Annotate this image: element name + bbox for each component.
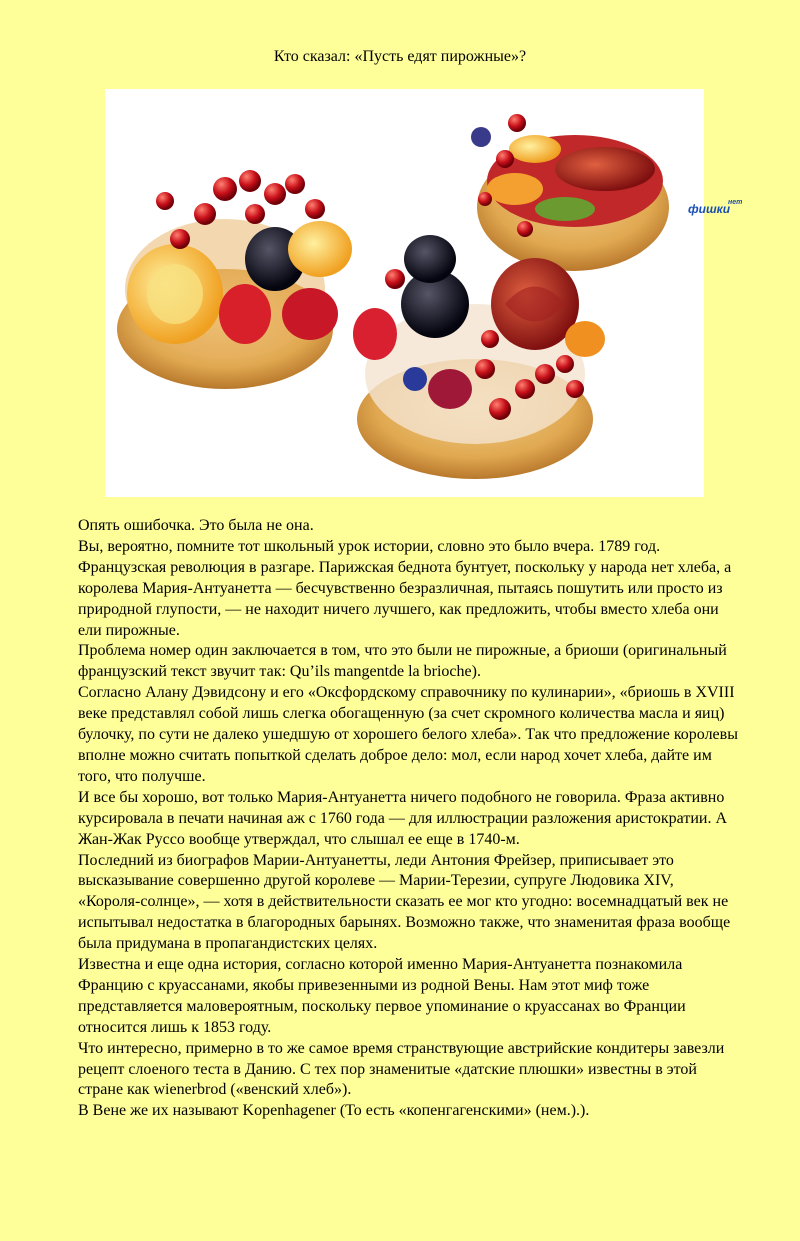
tart-front [353, 235, 605, 479]
tart-back [471, 114, 669, 271]
paragraph: В Вене же их называют Kopenhagener (То есть «копенгагенскими» (нем.).). [78, 1102, 590, 1120]
paragraph: Вы, вероятно, помните тот школьный урок истории, словно это было вчера. 1789 год. Французская революция в разгаре. Парижская беднота бунтует, поскольку у народа нет хлеба, а королева Мария-Антуанетта — бесчувственно безразличная, пытаясь пошутить или просто из природной глупости, — не находит ничего лучшего, как предложить, чтобы вместо хлеба они ели пирожные. [78, 537, 732, 639]
paragraph: И все бы хорошо, вот только Мария-Антуанетта ничего подобного не говорила. Фраза активно курсировала в печати начиная аж с 1760 года — для иллюстрации разложения аристократии. А Жан-Жак Руссо вообще утверждал, что слышал ее еще в 1740-м. [78, 788, 728, 848]
paragraph: Известна и еще одна история, согласно которой именно Мария-Антуанетта познакомила Францию с круассанами, якобы привезенными из родной Вены. Нам этот миф тоже представляется маловероятным, поскольку первое упоминание о круассанах во Франции относится лишь к 1853 году. [78, 956, 686, 1036]
paragraph: Согласно Алану Дэвидсону и его «Оксфордскому справочнику по кулинарии», «бриошь в XVIII веке представлял собой лишь слегка обогащенную (за счет скромного количества масла и яиц) булочку, по сути не далеко ушедшую от хорошего белого хлеба». Так что предложение королевы вполне можно считать попыткой сделать доброе дело: мол, если народ хочет хлеба, дайте им того, что получше. [78, 684, 738, 785]
paragraph: Последний из биографов Марии-Антуанетты, леди Антония Фрейзер, приписывает это высказывание совершенно другой королеве — Марии-Терезии, супруге Людовика XIV, «Короля-солнце», — хотя в действительности сказать ее мог кто угодно: восемнадцатый век не испытывал недостатка в благородных барынях. Возможно также, что знаменитая фраза вообще была придумана в пропагандистских целях. [78, 851, 731, 953]
article-body [78, 516, 738, 1122]
page-title: Кто сказал: «Пусть едят пирожные»? [273, 48, 527, 65]
tart-left [117, 170, 352, 389]
fruit-tarts-photo [105, 89, 704, 497]
paragraph: Что интересно, примерно в то же самое время странствующие австрийские кондитеры завезли рецепт слоеного теста в Данию. С тех пор знаменитые «датские плюшки» известны в этой стране как wienerbrod («венский хлеб»). [78, 1039, 725, 1099]
paragraph: Проблема номер один заключается в том, что это были не пирожные, а бриоши (оригинальный французский текст звучит так: Qu’ils mangentde la brioche). [78, 642, 727, 681]
site-watermark [688, 199, 743, 216]
watermark-suffix: нет [728, 199, 743, 206]
paragraph: Опять ошибочка. Это была не она. [78, 517, 314, 534]
watermark-main: фишки [688, 202, 731, 216]
